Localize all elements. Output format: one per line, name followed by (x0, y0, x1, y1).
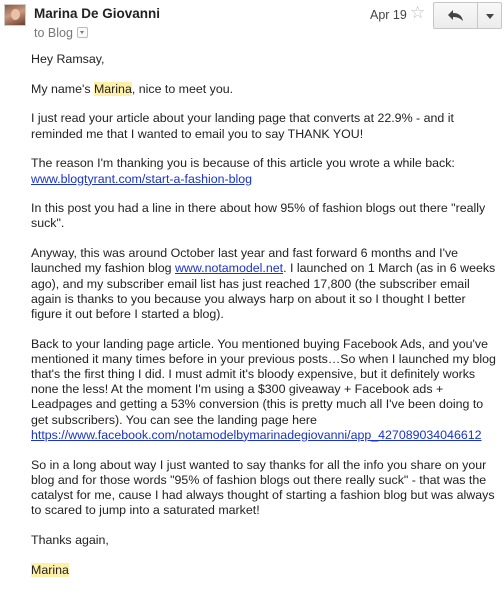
paragraph-3: In this post you had a line in there about how 95% of fashion blogs out there "really suck". (31, 201, 486, 231)
reply-icon (447, 9, 464, 22)
paragraph-1: I just read your article about your landing page that converts at 22.9% - and it reminded me that I wanted to email you to say THANK YOU! (31, 111, 454, 141)
paragraph-6: So in a long about way I just wanted to say thanks for all the info you share on your blog and for those words "95% of fashion blogs out there really suck" - that was the catalyst for me, cause I had always thought of starting a fashion blog but was always to scared to jump into a saturated market! (31, 457, 495, 518)
notamodel-link[interactable]: www.notamodel.net (174, 261, 284, 276)
greeting: Hey Ramsay, (31, 52, 105, 66)
email-body (31, 52, 497, 592)
reply-button[interactable] (434, 3, 478, 28)
paragraph-5: Back to your landing page article. You mentioned buying Facebook Ads, and you've mentioned it many times before in your previous posts…So when I launched my blog that's the first thing I did. I must admit it's bloody expensive, but it definitely works none the less! At the moment I'm using a $300 giveaway + Facebook ads + Leadpages and getting a 53% conversion (this is pretty much all I've been doing to get subscribers). You can see the landing page here https://www.facebook.com/notamodelbymarinadegiovanni/app_427089034046612 (31, 336, 496, 442)
more-options-button[interactable] (478, 3, 501, 28)
recipient-details-icon[interactable] (77, 27, 88, 38)
facebook-landing-link[interactable]: https://www.facebook.com/notamodelbymarinadegiovanni/app_427089034046612 (31, 427, 482, 442)
star-icon[interactable]: ☆ (410, 3, 426, 22)
paragraph-4: Anyway, this was around October last year and fast forward 6 months and I've launched my fashion blog www.notamodel.net. I launched on 1 March (as in 6 weeks ago), and my subscriber email list has just reached 17,800 (the subscriber email again is thanks to you because you always harp on about it so I thought I better figure it out before I started a blog). (31, 246, 496, 321)
highlighted-name: Marina (93, 81, 132, 96)
signature-name: Marina (31, 562, 69, 577)
email-date: Apr 19 (370, 8, 407, 22)
signature (31, 563, 497, 578)
recipient-line[interactable] (34, 26, 88, 40)
closing: Thanks again, (31, 532, 109, 547)
intro-paragraph: My name's Marina, nice to meet you. (31, 81, 234, 96)
reply-button-group (433, 2, 502, 29)
sender-avatar (4, 4, 26, 26)
recipient-label: to Blog (34, 26, 73, 40)
paragraph-2: The reason I'm thanking you is because of this article you wrote a while back: www.blogtyrant.com/start-a-fashion-blog (31, 156, 455, 186)
email-header (0, 0, 504, 48)
blogtyrant-link[interactable]: www.blogtyrant.com/start-a-fashion-blog (31, 171, 253, 186)
sender-name[interactable]: Marina De Giovanni (34, 6, 161, 21)
